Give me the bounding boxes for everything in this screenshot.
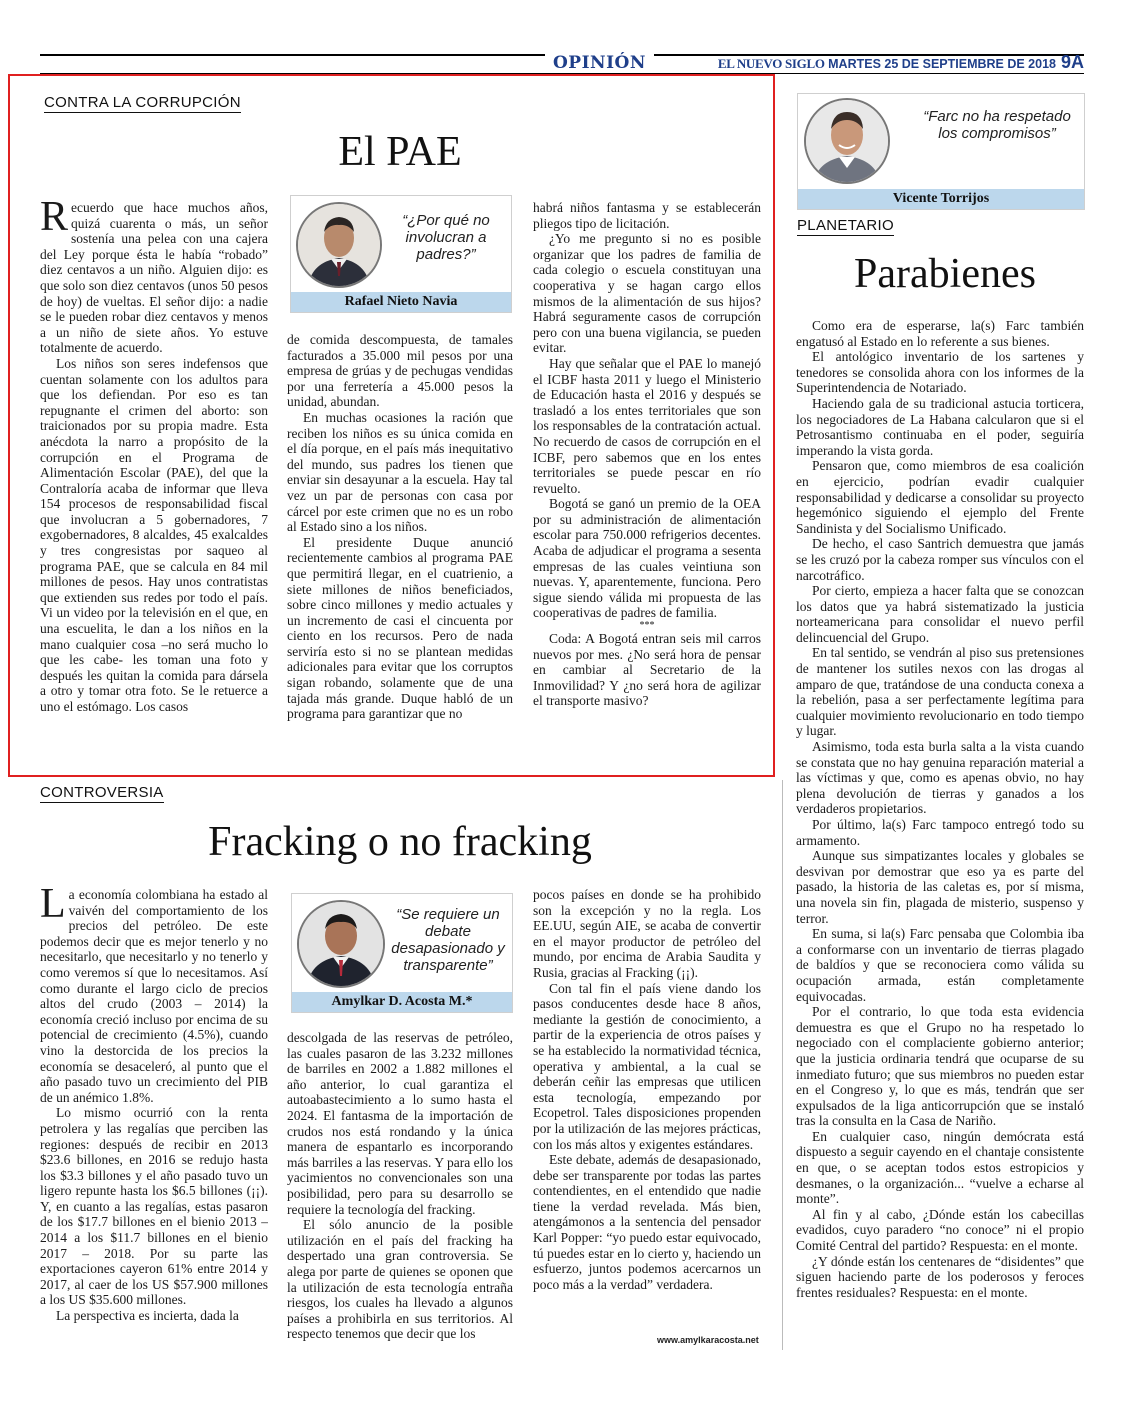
article2-paragraph: Este debate, además de desapasionado, debe ser transparente por todas las partes contendientes, en el entendido que nadie tiene la verdad revelada. Más bien, atengámonos a la sentencia del pensador Karl Popper: “yo puedo estar equivocado, tú puedes estar en lo cierto y, haciendo un esfuerzo, juntos podemos acercarnos un poco más a la verdad” verdadera. [533,1152,761,1292]
article1-paragraph: Recuerdo que hace muchos años, quizá cuarenta o más, un señor sostenía una pelea con una cajera del Ley porque ésta le había “robado” diez centavos a un niño. Alguien dijo: es que solo son diez centavos (unos 50 pesos de hoy) de vueltas. El señor dijo: a nadie se le pueden robar diez centavos y menos a un niño de siete años. Yo estuve totalmente de acuerdo. [40,200,268,356]
page-header [40,52,1084,74]
author-name: Rafael Nieto Navia [291,292,511,312]
article3-paragraph: En tal sentido, se vendrán al piso sus pretensiones de mantener los sutiles nexos con las drogas al amparo de que, tratándose de una conducta conexa a la rebelión, pasa a ser perfectamente legítima para cualquier movimiento revolucionario en todo tiempo y lugar. [796,645,1084,739]
article3-paragraph: Por el contrario, lo que toda esta evidencia demuestra es que el Grupo no ha respetado lo negociado con el complaciente gobierno anterior; que la justicia ordinaria tendrá que ocuparse de su inmediato futuro; que sus miembros no pueden estar en el Congreso y, lo que es más, tendrán que ser expulsados de la liga anticorrupción que se instaló tras la consulta en la Casa de Nariño. [796,1004,1084,1129]
dropcap: R [40,200,69,240]
article1-column-3 [533,200,761,740]
author-box-nieto [290,195,512,313]
article2-paragraph: El sólo anuncio de la posible utilización en el país del fracking ha despertado una gran controversia. Se alega por parte de quienes se oponen que la utilización de esta tecnología entraña riesgos, los cuales ha llevado a algunos países a prohibirla en sus territorios. Al respecto tenemos que decir que los [287,1217,513,1342]
author-photo [296,202,382,288]
article1-paragraph: habrá niños fantasma y se establecerán pliegos tipo de licitación. [533,200,761,231]
article3-paragraph: Aunque sus simpatizantes locales y globales se desvivan por demostrar que eso ya es parte del pasado, la historia de las caletas es, por sí misma, una novela sin fin, plagada de misterio, suspenso y terror. [796,848,1084,926]
article3-paragraph: Asimismo, toda esta burla salta a la vista cuando se constata que no hay genuina reparación material a las víctimas y que, como es apenas obvio, no hay plena devolución de tierras y ganados a los verdaderos propietarios. [796,739,1084,817]
article1-paragraph: Los niños son seres indefensos que cuentan solamente con los adultos para que los defiendan. Por eso es tan repugnante el crimen del aborto: son traicionados por su propia madre. Esta anécdota la narro a propósito de la corrupción en el Programa de Alimentación Escolar (PAE), del que la Contraloría acaba de informar que lleva 154 procesos de responsabilidad fiscal que involucran a 5 gobernadores, 7 exgobernadores, 8 alcaldes, 45 exalcaldes y tres congresistas por saqueo al programa PAE, que se calcula en 84 mil millones de pesos. Hay unos contratistas que extienden sus redes por todo el país. Vi un video por la televisión en el que, en una escuelita, le dan a los niños en la mano cualquier cosa –no será mucho lo que les cabe- les toman una foto y después les quitan la comida para dársela a otro y tomar otra foto. Se le retuerce a uno el estómago. Los casos [40,355,268,714]
issue-date: MARTES 25 DE SEPTIEMBRE DE 2018 [828,57,1056,71]
article1-title: El PAE [338,129,462,175]
author-portrait-icon [299,902,383,986]
article1-paragraph: Coda: A Bogotá entran seis mil carros nuevos por mes. ¿No será hora de pensar en cambiar al Secretario de la Inmovilidad? Y ¿no será hora de agilizar el transporte masivo? [533,631,761,709]
author-box-acosta [291,893,513,1013]
author-quote: “Farc no ha respetado los compromisos” [923,108,1071,142]
article3-paragraph: Por cierto, empieza a hacer falta que se conozcan los datos que ya habrá sistematizado la justicia norteamericana para consolidar el nuevo perfil delincuencial del Grupo. [796,583,1084,645]
column-divider [782,780,783,1350]
article1-paragraph: de comida descompuesta, de tamales facturados a 35.000 mil pesos por una empresa de grúas y de pechugas vendidas por una ferretería a 45.000 pesos la unidad, abundan. [287,332,513,410]
author-box-torrijos [797,93,1085,210]
author-photo [804,98,890,184]
article3-paragraph: Por último, la(s) Farc tampoco entregó todo su armamento. [796,817,1084,848]
article1-kicker: CONTRA LA CORRUPCIÓN [44,94,241,111]
article3-title: Parabienes [854,251,1036,297]
section-separator: *** [639,620,655,632]
author-photo [297,900,385,988]
article2-paragraph: La perspectiva es incierta, dada la [56,1308,239,1324]
author-website[interactable]: www.amylkaracosta.net [657,1335,759,1345]
article2-paragraph: Con tal fin el país viene dando los pasos conducentes desde hace 8 años, mediante la gestión de conocimiento, a partir de la experiencia de otros países y se ha establecido la normatividad técnica, operativa y ambiental, a la cual se deberán ceñir las empresas que utilicen esta tecnología, empezando por Ecopetrol. Tales disposiciones propenden por la utilización de las mejores prácticas, con los más altos y exigentes estándares. [533,980,761,1152]
article2-paragraph: pocos países en donde se ha prohibido son la excepción y no la regla. Los EE.UU, según AIE, se acaba de convertir en el mayor productor de petróleo del mundo, por encima de Arabia Saudita y Rusia, gracias al Fracking (¡¡). [533,887,761,980]
article2-column-3 [533,887,761,1333]
article2-paragraph: La economía colombiana ha estado al vaivén del comportamiento de los precios del petróleo. De este podemos decir que es mejor tenerlo y no necesitarlo, que necesitarlo y no tenerlo y como veremos sí que lo necesitamos. Así como durante el largo ciclo de precios altos del crudo (2003 – 2014) la economía creció incluso por encima de su potencial de crecimiento (4.5%), cuando vino la destorcida de los precios la economía se desaceleró, al punto que el año pasado tuvo un crecimiento del PIB de un anémico 1.8%. [40,887,268,1105]
article3-paragraph: De hecho, el caso Santrich demuestra que jamás se les cruzó por la cabeza romper sus vínculos con el narcotráfico. [796,536,1084,583]
article2-paragraph: descolgada de las reservas de petróleo, las cuales pasaron de las 3.232 millones de barriles en 2002 a 1.882 millones el año anterior, lo cual garantiza el autoabastecimiento a lo sumo hasta el 2024. El fantasma de la importación de crudos nos está rondando y la única manera de espantarlo es incorporando más barriles a las reservas. Y para ello los yacimientos no convencionales son una posibilidad, pero para su desarrollo se requiere la tecnología del fracking. [287,1030,513,1217]
article3-column [796,318,1084,1350]
section-name: OPINIÓN [545,53,654,73]
article3-paragraph: ¿Y dónde están los centenares de “disidentes” que siguen haciendo parte de los poderosos y feroces frentes residuales? Respuesta: en el monte. [796,1253,1084,1300]
article2-column-1 [40,887,268,1347]
article3-paragraph: En suma, si la(s) Farc pensaba que Colombia iba a conformarse con un inventario de tierras plagado de baldíos y que se reconociera como válida su ocupación armada, están completamente equivocadas. [796,926,1084,1004]
article3-paragraph: Al fin y al cabo, ¿Dónde están los cabecillas evadidos, cuyo paradero “no conoce” ni el propio Comité Central del partido? Respuesta: en el monte. [796,1206,1084,1254]
article1-paragraph: Hay que señalar que el PAE lo manejó el ICBF hasta 2011 y luego el Ministerio de Educación hasta el 2016 y después se trasladó a los entes territoriales que son los responsables de la contratación actual. No recuerdo de casos de corrupción en el ICBF, pero sabemos que en los entes territoriales se puede pescar en río revuelto. [533,355,761,496]
article1-column-2 [287,332,513,757]
article2-paragraph: Lo mismo ocurrió con la renta petrolera y las regalías que perciben las regiones: después de recibir en 2013 $23.6 billones, en 2016 se redujo hasta los $3.3 billones y el año pasado tuvo un ligero repunte hasta los $6.5 billones (¡¡). Y, en cuanto a las regalías, estas pasaron de los $17.7 billones en el bienio 2013 – 2014 a los $11.7 billones en el bienio 2017 – 2018. Por su parte las exportaciones cayeron 61% entre 2014 y 2017, al caer de los US $57.900 millones a los US $35.600 millones. [40,1105,268,1308]
article1-column-1 [40,200,268,755]
article1-paragraph: En muchas ocasiones la ración que reciben los niños es su única comida en el día porque, en el país más inequitativo del mundo, sus padres los tienen que enviar sin desayunar a la escuela. Hay tal vez un par de personas con casa por cárcel por este crimen que no es un robo al Estado sino a los niños. [287,409,513,535]
page-number: 9A [1060,52,1084,72]
article3-paragraph: Haciendo gala de su tradicional astucia torticera, los negociadores de La Habana calcularon que si el Petrosantismo continuaba en el poder, seguiría imperando la vista gorda. [796,395,1084,458]
newspaper-brand: EL NUEVO SIGLO [717,56,825,71]
author-name: Vicente Torrijos [798,189,1084,209]
article1-paragraph: El presidente Duque anunció recientemente cambios al programa PAE que permitirá llegar, en el cuatrienio, a siete millones de niños beneficiados, sobre cinco millones y medio actuales y un incremento de casi el cincuenta por ciento en los recursos. Pero de nada serviría esto si no se plantean medidas adicionales para evitar que los corruptos sigan robando, solamente que de una tajada más grande. Duque habló de un programa para garantizar que no [287,534,513,722]
article2-title: Fracking o no fracking [208,819,592,865]
dropcap: L [40,887,66,927]
author-quote: “Se requiere un debate desapasionado y transparente” [391,906,505,974]
article3-paragraph: Como era de esperarse, la(s) Farc también engatusó al Estado en lo referente a sus bienes. [796,318,1084,349]
article3-paragraph: El antológico inventario de los sartenes y tenedores se consolida ahora con los informes de la Superintendencia de Notariado. [796,349,1084,396]
masthead [718,56,1056,72]
article1-paragraph: Bogotá se ganó un premio de la OEA por su administración de alimentación escolar para 750.000 refrigerios decentes. Acaba de adjudicar el programa a sesenta empresas de las cuales veintiuna son nuevas. Y, aparentemente, funciona. Pero sigue siendo válida mi propuesta de las cooperativas de padres de familia. [533,496,761,621]
article2-kicker: CONTROVERSIA [40,784,164,801]
article3-kicker: PLANETARIO [797,217,894,234]
author-portrait-icon [806,100,888,182]
author-portrait-icon [298,204,380,286]
article2-column-2 [287,1030,513,1348]
article3-paragraph: Pensaron que, como miembros de esa coalición en ejercicio, podrían evadir cualquier responsabilidad y dedicarse a consolidar su proyecto hegemónico siguiendo el ejemplo del Frente Sandinista y del Socialismo Unificado. [796,458,1084,536]
article1-paragraph: ¿Yo me pregunto si no es posible organizar que los padres de familia de cada colegio o escuela constituyan una cooperativa y se hagan cargo ellos mismos de la alimentación de sus hijos? Habrá seguramente casos de corrupción pero con una buena vigilancia, se pueden evitar. [533,231,761,356]
author-quote: “¿Por qué no involucran a padres?” [402,212,490,263]
article3-paragraph: En cualquier caso, ningún demócrata está dispuesto a seguir cayendo en el chantaje consistente en que, o se aceptan todos estos estropicios y desmanes, o la organización... “vuelve a echarse al monte”. [796,1128,1084,1207]
author-name: Amylkar D. Acosta M.* [292,992,512,1012]
